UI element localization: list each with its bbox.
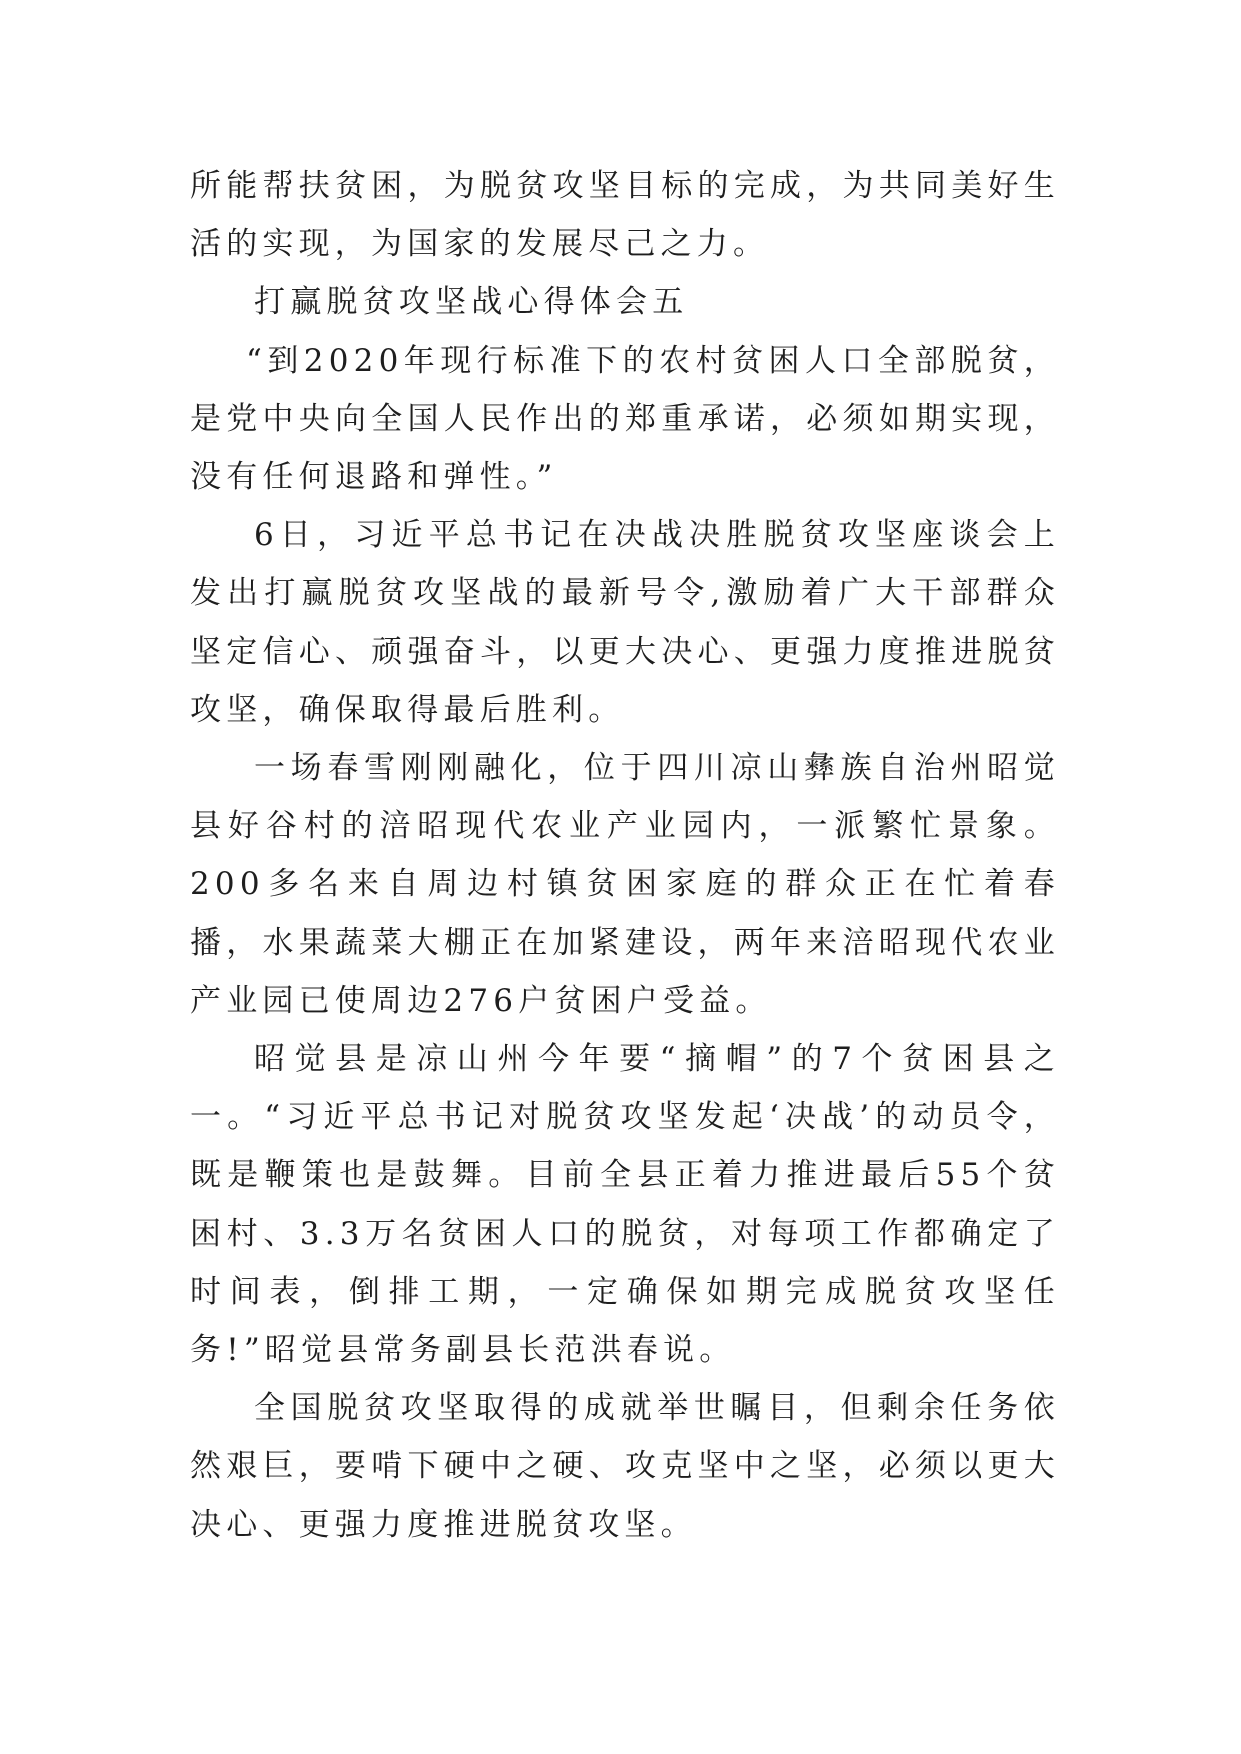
document-body <box>190 157 1060 1554</box>
paragraph: 昭觉县是凉山州今年要“摘帽”的7个贫困县之一。“习近平总书记对脱贫攻坚发起‘决战’的动员令，既是鞭策也是鼓舞。目前全县正着力推进最后55个贫困村、3.3万名贫困人口的脱贫，对每项工作都确定了时间表，倒排工期，一定确保如期完成脱贫攻坚任务!”昭觉县常务副县长范洪春说。 <box>190 1041 1060 1369</box>
paragraph: 一场春雪刚刚融化，位于四川凉山彝族自治州昭觉县好谷村的涪昭现代农业产业园内，一派繁忙景象。200多名来自周边村镇贫困家庭的群众正在忙着春播，水果蔬菜大棚正在加紧建设，两年来涪昭现代农业产业园已使周边276户贫困户受益。 <box>190 750 1060 1019</box>
section-heading: 打赢脱贫攻坚战心得体会五 <box>254 284 689 321</box>
paragraph-quote: “到2020年现行标准下的农村贫困人口全部脱贫，是党中央向全国人民作出的郑重承诺，必须如期实现，没有任何退路和弹性。” <box>190 342 1060 496</box>
paragraph-continuation: 所能帮扶贫困，为脱贫攻坚目标的完成，为共同美好生活的实现，为国家的发展尽己之力。 <box>190 168 1060 263</box>
paragraph: 全国脱贫攻坚取得的成就举世瞩目，但剩余任务依然艰巨，要啃下硬中之硬、攻克坚中之坚，必须以更大决心、更强力度推进脱贫攻坚。 <box>190 1390 1060 1543</box>
paragraph: 6日，习近平总书记在决战决胜脱贫攻坚座谈会上发出打赢脱贫攻坚战的最新号令,激励着广大干部群众坚定信心、顽强奋斗，以更大决心、更强力度推进脱贫攻坚，确保取得最后胜利。 <box>190 517 1060 728</box>
